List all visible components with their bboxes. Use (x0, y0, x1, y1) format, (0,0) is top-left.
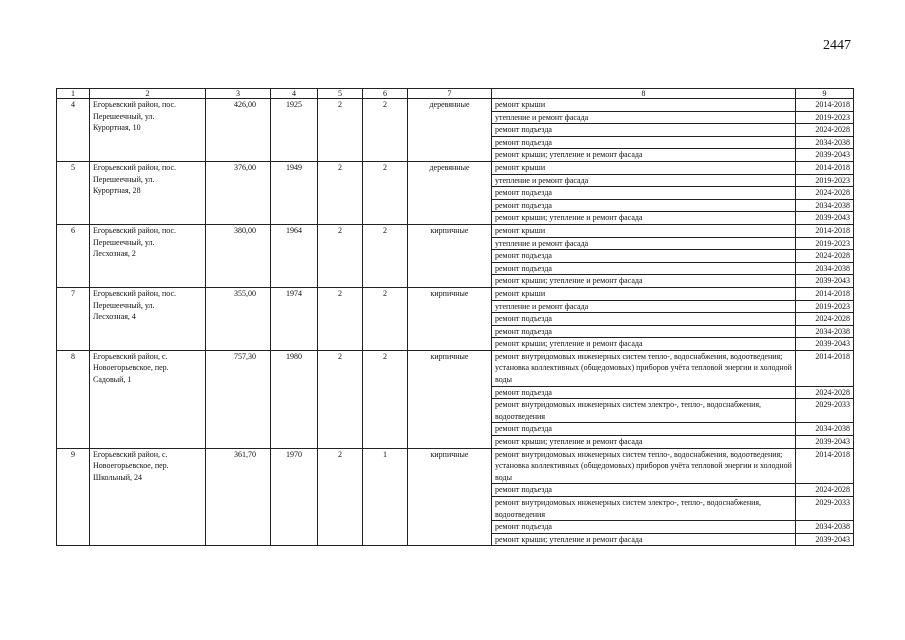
period-cell: 2039-2043 (796, 338, 854, 351)
wall-material-cell: деревянные (408, 161, 492, 224)
address-cell: Егорьевский район, с. Новоегорьевское, пер. Садовый, 1 (90, 350, 206, 448)
work-type-cell: ремонт крыши (492, 161, 796, 174)
work-type-cell: ремонт подъезда (492, 386, 796, 399)
floors-cell: 2 (318, 161, 363, 224)
work-type-cell: ремонт подъезда (492, 187, 796, 200)
period-cell: 2024-2028 (796, 187, 854, 200)
work-type-cell: ремонт крыши; утепление и ремонт фасада (492, 149, 796, 162)
period-cell: 2034-2038 (796, 199, 854, 212)
work-type-cell: ремонт подъезда (492, 313, 796, 326)
period-cell: 2014-2018 (796, 350, 854, 386)
work-type-cell: ремонт крыши (492, 287, 796, 300)
work-type-cell: ремонт внутридомовых инженерных систем электро-, тепло-, водоснабжения, водоотведения (492, 497, 796, 521)
table-row (57, 287, 854, 300)
period-cell: 2014-2018 (796, 99, 854, 112)
work-type-cell: ремонт крыши; утепление и ремонт фасада (492, 436, 796, 449)
period-cell: 2019-2023 (796, 174, 854, 187)
period-cell: 2039-2043 (796, 275, 854, 288)
area-cell: 355,00 (206, 287, 271, 350)
work-type-cell: ремонт подъезда (492, 250, 796, 263)
year-cell: 1964 (271, 224, 318, 287)
period-cell: 2024-2028 (796, 250, 854, 263)
period-cell: 2024-2028 (796, 386, 854, 399)
work-type-cell: ремонт крыши; утепление и ремонт фасада (492, 212, 796, 225)
work-type-cell: ремонт крыши; утепление и ремонт фасада (492, 275, 796, 288)
area-cell: 757,30 (206, 350, 271, 448)
header-cell: 1 (57, 89, 90, 99)
area-cell: 426,00 (206, 99, 271, 162)
table-row (57, 448, 854, 484)
floors-cell: 2 (318, 224, 363, 287)
table-row (57, 224, 854, 237)
row-number: 7 (57, 287, 90, 350)
period-cell: 2014-2018 (796, 287, 854, 300)
entrances-cell: 2 (363, 350, 408, 448)
period-cell: 2024-2028 (796, 124, 854, 137)
row-number: 8 (57, 350, 90, 448)
wall-material-cell: деревянные (408, 99, 492, 162)
page-number: 2447 (823, 38, 851, 53)
header-cell: 2 (90, 89, 206, 99)
table-row (57, 350, 854, 386)
floors-cell: 2 (318, 99, 363, 162)
wall-material-cell: кирпичные (408, 287, 492, 350)
period-cell: 2024-2028 (796, 484, 854, 497)
period-cell: 2034-2038 (796, 262, 854, 275)
floors-cell: 2 (318, 287, 363, 350)
period-cell: 2034-2038 (796, 325, 854, 338)
table-row (57, 161, 854, 174)
work-type-cell: утепление и ремонт фасада (492, 237, 796, 250)
period-cell: 2014-2018 (796, 448, 854, 484)
work-type-cell: ремонт внутридомовых инженерных систем электро-, тепло-, водоснабжения, водоотведения (492, 399, 796, 423)
entrances-cell: 2 (363, 224, 408, 287)
header-cell: 7 (408, 89, 492, 99)
row-number: 5 (57, 161, 90, 224)
area-cell: 376,00 (206, 161, 271, 224)
work-type-cell: ремонт крыши (492, 224, 796, 237)
year-cell: 1925 (271, 99, 318, 162)
period-cell: 2039-2043 (796, 149, 854, 162)
work-type-cell: ремонт подъезда (492, 199, 796, 212)
work-type-cell: ремонт внутридомовых инженерных систем тепло-, водоснабжения, водоотведения; установка коллективных (общедомовых) приборов учёта тепловой энергии и холодной воды (492, 350, 796, 386)
area-cell: 380,00 (206, 224, 271, 287)
work-type-cell: ремонт крыши (492, 99, 796, 112)
period-cell: 2014-2018 (796, 224, 854, 237)
row-number: 4 (57, 99, 90, 162)
period-cell: 2039-2043 (796, 436, 854, 449)
work-type-cell: ремонт подъезда (492, 325, 796, 338)
address-cell: Егорьевский район, пос. Перешеечный, ул. Лесхозная, 4 (90, 287, 206, 350)
wall-material-cell: кирпичные (408, 224, 492, 287)
period-cell: 2034-2038 (796, 423, 854, 436)
work-type-cell: ремонт подъезда (492, 262, 796, 275)
header-cell: 8 (492, 89, 796, 99)
period-cell: 2014-2018 (796, 161, 854, 174)
header-cell: 3 (206, 89, 271, 99)
period-cell: 2029-2033 (796, 399, 854, 423)
period-cell: 2034-2038 (796, 521, 854, 534)
period-cell: 2039-2043 (796, 533, 854, 546)
address-cell: Егорьевский район, пос. Перешеечный, ул. Курортная, 28 (90, 161, 206, 224)
work-type-cell: ремонт внутридомовых инженерных систем тепло-, водоснабжения, водоотведения; установка коллективных (общедомовых) приборов учёта тепловой энергии и холодной воды (492, 448, 796, 484)
wall-material-cell: кирпичные (408, 350, 492, 448)
address-cell: Егорьевский район, пос. Перешеечный, ул. Курортная, 10 (90, 99, 206, 162)
year-cell: 1949 (271, 161, 318, 224)
work-type-cell: утепление и ремонт фасада (492, 174, 796, 187)
capital-repair-table (56, 88, 854, 546)
work-type-cell: ремонт крыши; утепление и ремонт фасада (492, 533, 796, 546)
entrances-cell: 1 (363, 448, 408, 546)
floors-cell: 2 (318, 448, 363, 546)
table-row (57, 99, 854, 112)
address-cell: Егорьевский район, с. Новоегорьевское, пер. Школьный, 24 (90, 448, 206, 546)
period-cell: 2019-2023 (796, 237, 854, 250)
year-cell: 1970 (271, 448, 318, 546)
address-cell: Егорьевский район, пос. Перешеечный, ул. Лесхозная, 2 (90, 224, 206, 287)
work-type-cell: утепление и ремонт фасада (492, 300, 796, 313)
table-header-row (57, 89, 854, 99)
floors-cell: 2 (318, 350, 363, 448)
period-cell: 2029-2033 (796, 497, 854, 521)
work-type-cell: ремонт подъезда (492, 484, 796, 497)
row-number: 9 (57, 448, 90, 546)
work-type-cell: ремонт подъезда (492, 423, 796, 436)
entrances-cell: 2 (363, 287, 408, 350)
year-cell: 1974 (271, 287, 318, 350)
period-cell: 2019-2023 (796, 111, 854, 124)
row-number: 6 (57, 224, 90, 287)
year-cell: 1980 (271, 350, 318, 448)
period-cell: 2024-2028 (796, 313, 854, 326)
period-cell: 2034-2038 (796, 136, 854, 149)
work-type-cell: ремонт крыши; утепление и ремонт фасада (492, 338, 796, 351)
period-cell: 2039-2043 (796, 212, 854, 225)
area-cell: 361,70 (206, 448, 271, 546)
header-cell: 5 (318, 89, 363, 99)
header-cell: 4 (271, 89, 318, 99)
entrances-cell: 2 (363, 161, 408, 224)
wall-material-cell: кирпичные (408, 448, 492, 546)
work-type-cell: ремонт подъезда (492, 521, 796, 534)
period-cell: 2019-2023 (796, 300, 854, 313)
work-type-cell: утепление и ремонт фасада (492, 111, 796, 124)
work-type-cell: ремонт подъезда (492, 136, 796, 149)
entrances-cell: 2 (363, 99, 408, 162)
header-cell: 6 (363, 89, 408, 99)
header-cell: 9 (796, 89, 854, 99)
work-type-cell: ремонт подъезда (492, 124, 796, 137)
